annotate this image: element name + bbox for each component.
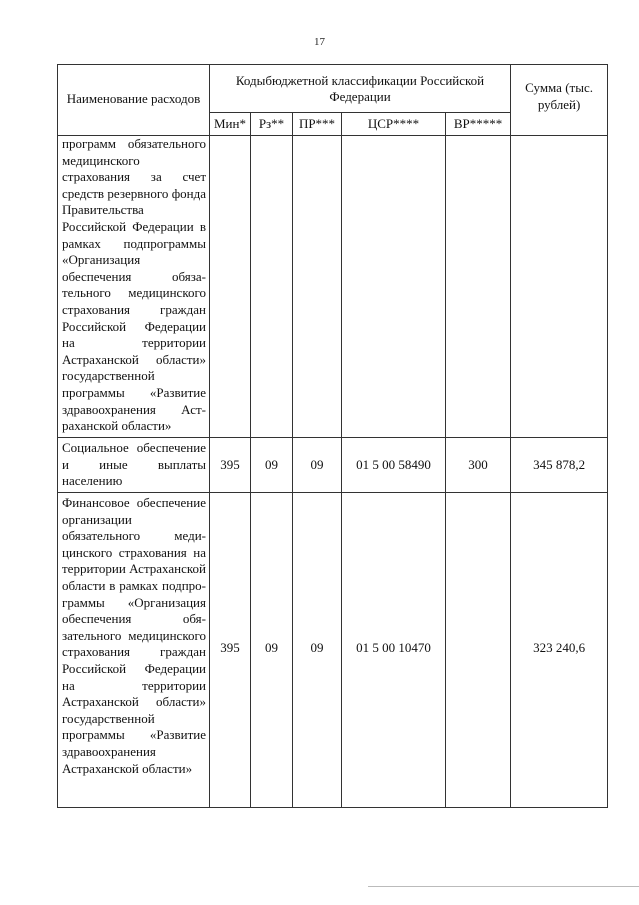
row-min: 395	[210, 438, 251, 493]
row-vr	[446, 136, 511, 438]
table-row	[58, 438, 608, 493]
row-sum: 323 240,6	[511, 493, 608, 808]
header-min: Мин*	[210, 112, 251, 135]
budget-table	[57, 64, 608, 808]
row-pr: 09	[293, 493, 342, 808]
scan-edge-line	[368, 886, 639, 887]
row-min	[210, 136, 251, 438]
row-pr	[293, 136, 342, 438]
row-name: Финансовое обеспечение организации обязательного медицинского страхования на территории Астраханской области в рамках подпрограммы «Организация обеспечения обязательного медицинского страхования граждан Российской Федерации на территории Астраханской области» государственной программы «Развитие здравоохранения Астраханской области»	[58, 493, 210, 808]
row-vr: 300	[446, 438, 511, 493]
row-sum	[511, 136, 608, 438]
row-rz: 09	[251, 438, 293, 493]
header-codes: Кодыбюджетной классификации Российской Федерации	[210, 65, 511, 113]
row-vr	[446, 493, 511, 808]
row-rz	[251, 136, 293, 438]
row-sum: 345 878,2	[511, 438, 608, 493]
row-name: программ обязательного медицинского страхования за счет средств резервного фонда Правительства Российской Федерации в рамках подпрограммы «Организация обеспечения обязательного медицинского страхования граждан Российской Федерации на территории Астраханской области» государственной программы «Развитие здравоохранения Астраханской области»	[58, 136, 210, 438]
header-vr: ВР*****	[446, 112, 511, 135]
row-min: 395	[210, 493, 251, 808]
row-rz: 09	[251, 493, 293, 808]
header-rz: Рз**	[251, 112, 293, 135]
header-pr: ПР***	[293, 112, 342, 135]
header-csr: ЦСР****	[342, 112, 446, 135]
table-header-row	[58, 65, 608, 113]
page-number: 17	[314, 36, 325, 48]
row-csr: 01 5 00 58490	[342, 438, 446, 493]
row-name: Социальное обеспечение и иные выплаты населению	[58, 438, 210, 493]
row-csr: 01 5 00 10470	[342, 493, 446, 808]
table-row	[58, 136, 608, 438]
header-name: Наименование расходов	[58, 65, 210, 136]
table-row	[58, 493, 608, 808]
header-sum: Сумма (тыс. рублей)	[511, 65, 608, 136]
row-csr	[342, 136, 446, 438]
row-pr: 09	[293, 438, 342, 493]
